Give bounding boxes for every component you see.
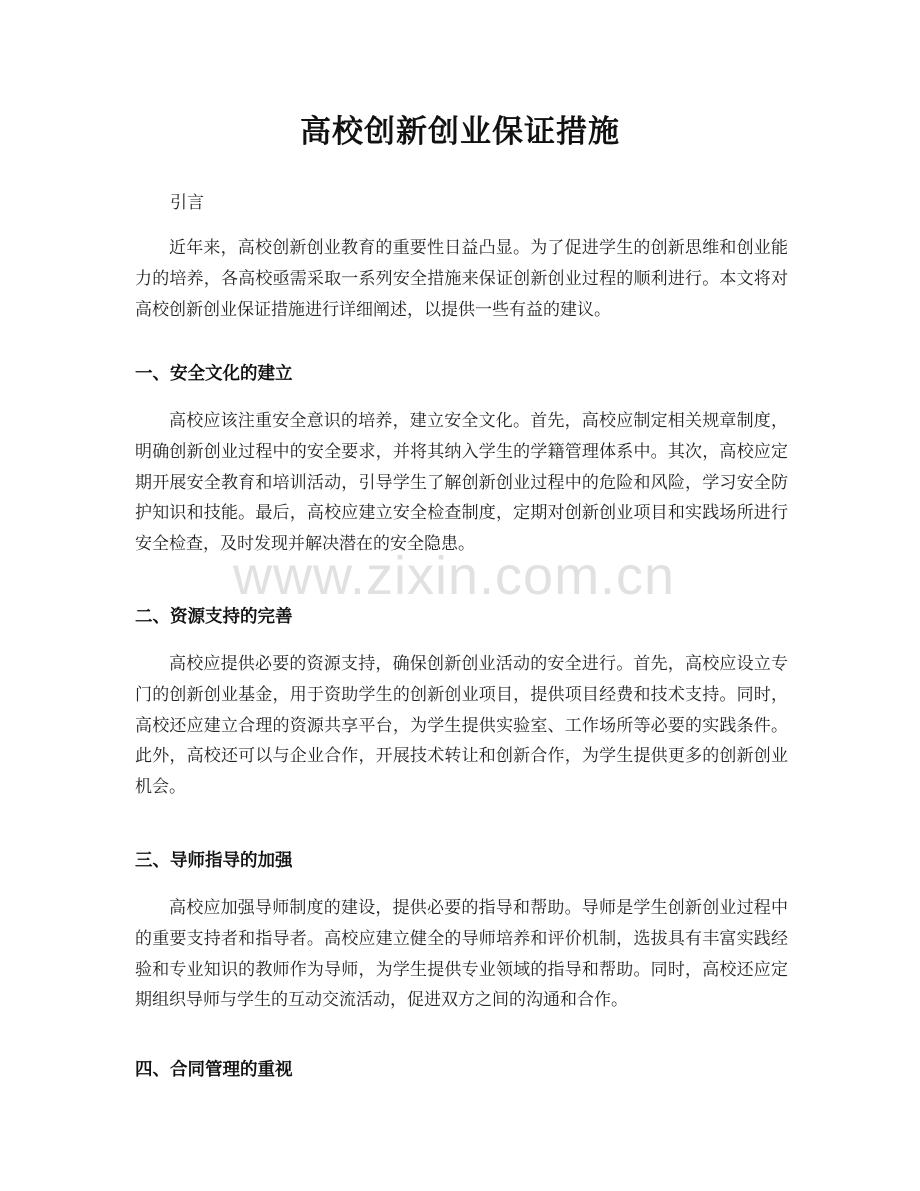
section-paragraph-1: 高校应该注重安全意识的培养，建立安全文化。首先，高校应制定相关规章制度，明确创新创业过程中的安全要求，并将其纳入学生的学籍管理体系中。其次，高校应定期开展安全教育和培训活动，引导学生了解创新创业过程中的危险和风险，学习安全防护知识和技能。最后，高校应建立安全检查制度，定期对创新创业项目和实践场所进行安全检查，及时发现并解决潜在的安全隐患。 bbox=[135, 411, 788, 555]
intro-label: 引言 bbox=[170, 193, 204, 213]
section-paragraph-2: 高校应提供必要的资源支持，确保创新创业活动的安全进行。首先，高校应设立专门的创新创业基金，用于资助学生的创新创业项目，提供项目经费和技术支持。同时，高校还应建立合理的资源共享平台，为学生提供实验室、工作场所等必要的实践条件。此外，高校还可以与企业合作，开展技术转让和创新合作，为学生提供更多的创新创业机会。 bbox=[135, 654, 788, 798]
watermark: www.zixin.com.cn bbox=[233, 546, 676, 606]
section-paragraph-3: 高校应加强导师制度的建设，提供必要的指导和帮助。导师是学生创新创业过程中的重要支持者和指导者。高校应建立健全的导师培养和评价机制，选拔具有丰富实践经验和专业知识的教师作为导师，为学生提供专业领域的指导和帮助。同时，高校还应定期组织导师与学生的互动交流活动，促进双方之间的沟通和合作。 bbox=[135, 898, 788, 1011]
intro-paragraph: 近年来，高校创新创业教育的重要性日益凸显。为了促进学生的创新思维和创业能力的培养，各高校亟需采取一系列安全措施来保证创新创业过程的顺利进行。本文将对高校创新创业保证措施进行详细阐述，以提供一些有益的建议。 bbox=[135, 238, 788, 320]
section-heading-1: 一、安全文化的建立 bbox=[135, 364, 293, 384]
section-heading-4: 四、合同管理的重视 bbox=[135, 1060, 293, 1080]
document-title: 高校创新创业保证措施 bbox=[300, 114, 620, 150]
section-heading-2: 二、资源支持的完善 bbox=[135, 607, 293, 627]
section-heading-3: 三、导师指导的加强 bbox=[135, 851, 293, 871]
